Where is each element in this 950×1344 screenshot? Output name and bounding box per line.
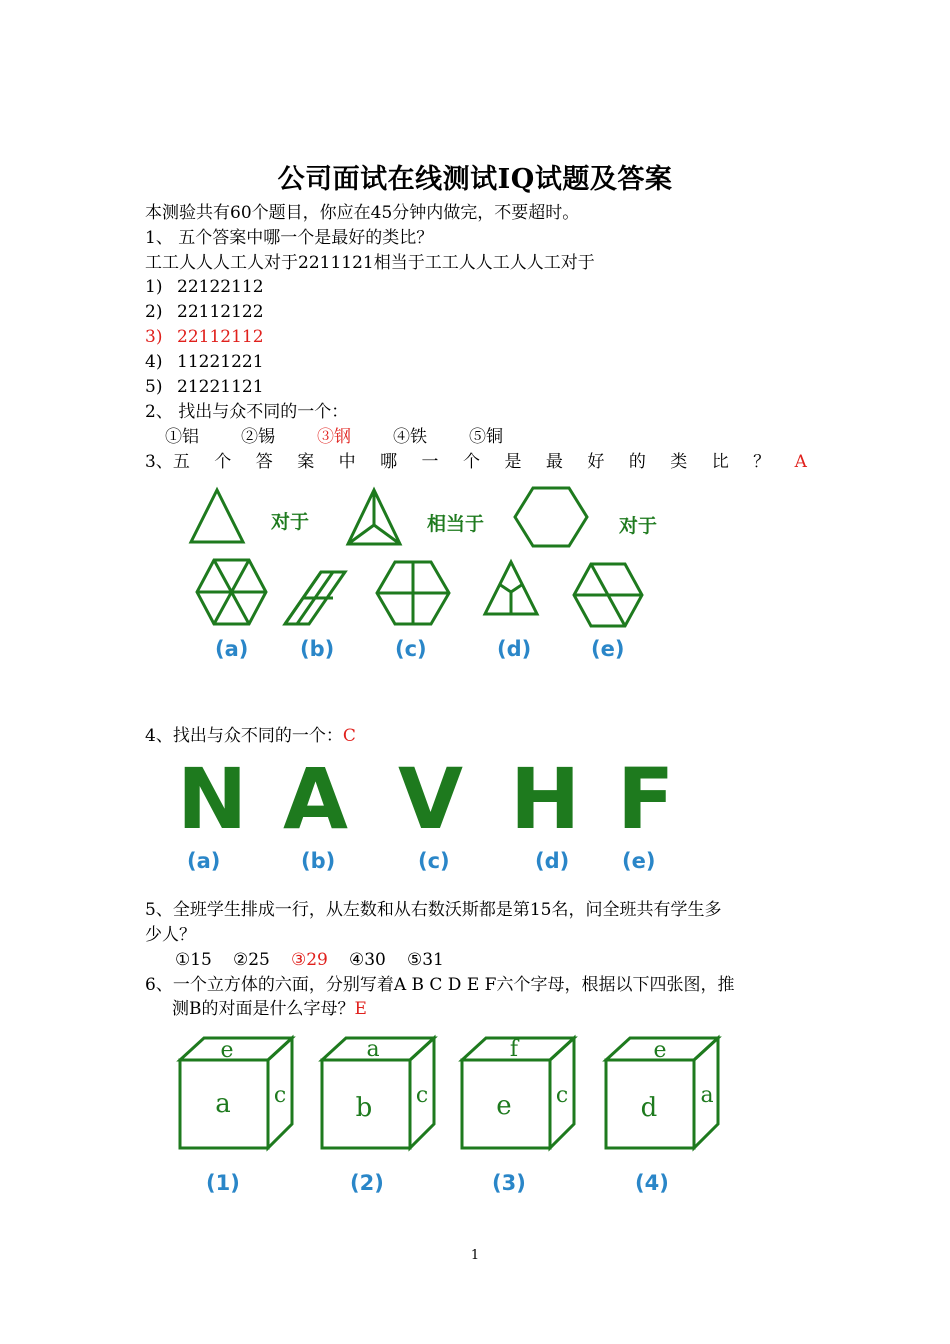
q2-option-answer: ③钢 — [317, 427, 351, 447]
svg-text:(4): (4) — [635, 1171, 669, 1195]
cube-1 — [180, 1038, 292, 1195]
q3-figure — [175, 480, 675, 670]
svg-text:c: c — [273, 1083, 287, 1108]
fig-label: (c) — [418, 849, 450, 873]
option-b-shape — [285, 572, 345, 624]
q1-option: 2) 22112122 — [145, 302, 264, 322]
q1-question: 1、 五个答案中哪一个是最好的类比？ — [145, 228, 434, 248]
svg-text:f: f — [509, 1037, 519, 1062]
svg-text:a: a — [366, 1037, 380, 1062]
option-d-shape — [485, 562, 537, 614]
q5-option: ①15 — [175, 950, 212, 970]
q6-answer: E — [354, 999, 367, 1019]
q5-question-line2: 少人？ — [145, 925, 196, 945]
svg-text:a: a — [700, 1083, 714, 1108]
q3-question: 3、五 个 答 案 中 哪 一 个 是 最 好 的 类 比 ？ A — [145, 452, 807, 472]
svg-text:e: e — [653, 1038, 667, 1063]
q5-option: ②25 — [233, 950, 270, 970]
q2-option: ⑤铜 — [469, 427, 503, 447]
triangle-shape — [191, 490, 243, 542]
q2-question: 2、 找出与众不同的一个： — [145, 402, 349, 422]
q1-option-answer: 3) 22112112 — [145, 327, 264, 347]
q4-question: 4、找出与众不同的一个：C — [145, 726, 356, 746]
q5-options — [175, 948, 465, 972]
q6-question-line1: 6、一个立方体的六面，分别写着A B C D E F六个字母，根据以下四张图，推 — [145, 975, 735, 995]
q3-answer: A — [794, 452, 807, 472]
q2-options — [165, 425, 545, 449]
fig-label: (b) — [300, 637, 335, 661]
page-title: 公司面试在线测试IQ试题及答案 — [277, 164, 673, 195]
svg-text:c: c — [415, 1083, 429, 1108]
intro-text: 本测验共有60个题目，你应在45分钟内做完，不要超时。 — [145, 203, 580, 223]
svg-text:(1): (1) — [206, 1171, 240, 1195]
svg-text:c: c — [555, 1083, 569, 1108]
q2-option: ②锡 — [241, 427, 275, 447]
svg-text:(2): (2) — [350, 1171, 384, 1195]
svg-text:b: b — [355, 1093, 373, 1123]
q1-option: 4) 11221221 — [145, 352, 264, 372]
q5-option-answer: ③29 — [291, 950, 328, 970]
q4-figure — [165, 752, 685, 882]
cube-4 — [606, 1038, 718, 1195]
letter-A: A — [283, 752, 349, 848]
q6-figure — [170, 1028, 750, 1208]
q5-option: ⑤31 — [407, 950, 444, 970]
fig-label: (d) — [497, 637, 532, 661]
svg-text:e: e — [496, 1091, 512, 1121]
q2-option: ①铝 — [165, 427, 199, 447]
q5-question-line1: 5、全班学生排成一行，从左数和从右数沃斯都是第15名，问全班共有学生多 — [145, 900, 722, 920]
fig-label: (b) — [301, 849, 336, 873]
q1-option: 5) 21221121 — [145, 377, 264, 397]
fig-word: 对于 — [271, 511, 310, 533]
cube-2 — [322, 1037, 434, 1195]
fig-word: 相当于 — [427, 513, 485, 535]
fig-label: (d) — [535, 849, 570, 873]
svg-text:(3): (3) — [492, 1171, 526, 1195]
fig-word: 对于 — [619, 515, 658, 537]
q5-option: ④30 — [349, 950, 386, 970]
cube-3 — [462, 1037, 574, 1195]
fig-label: (a) — [215, 637, 249, 661]
fig-label: (a) — [187, 849, 221, 873]
letter-N: N — [177, 752, 248, 848]
svg-text:d: d — [640, 1093, 658, 1123]
svg-text:a: a — [215, 1089, 231, 1119]
hexagon-shape — [515, 488, 587, 546]
fig-label: (e) — [591, 637, 625, 661]
q2-option: ④铁 — [393, 427, 427, 447]
letter-V: V — [398, 752, 464, 848]
fig-label: (c) — [395, 637, 427, 661]
q1-stem: 工工人人人工人对于2211121相当于工工人人工人人工对于 — [145, 253, 595, 273]
option-e-shape — [574, 564, 642, 626]
q4-answer: C — [342, 726, 356, 746]
svg-text:e: e — [220, 1038, 234, 1063]
option-a-shape — [197, 560, 266, 624]
q6-question-line2: 测B的对面是什么字母？E — [172, 999, 367, 1019]
page-number: 1 — [470, 1248, 480, 1263]
option-c-shape — [377, 562, 449, 624]
q1-option: 1) 22122112 — [145, 277, 264, 297]
fig-label: (e) — [622, 849, 656, 873]
letter-F: F — [617, 752, 675, 848]
letter-H: H — [510, 752, 581, 848]
